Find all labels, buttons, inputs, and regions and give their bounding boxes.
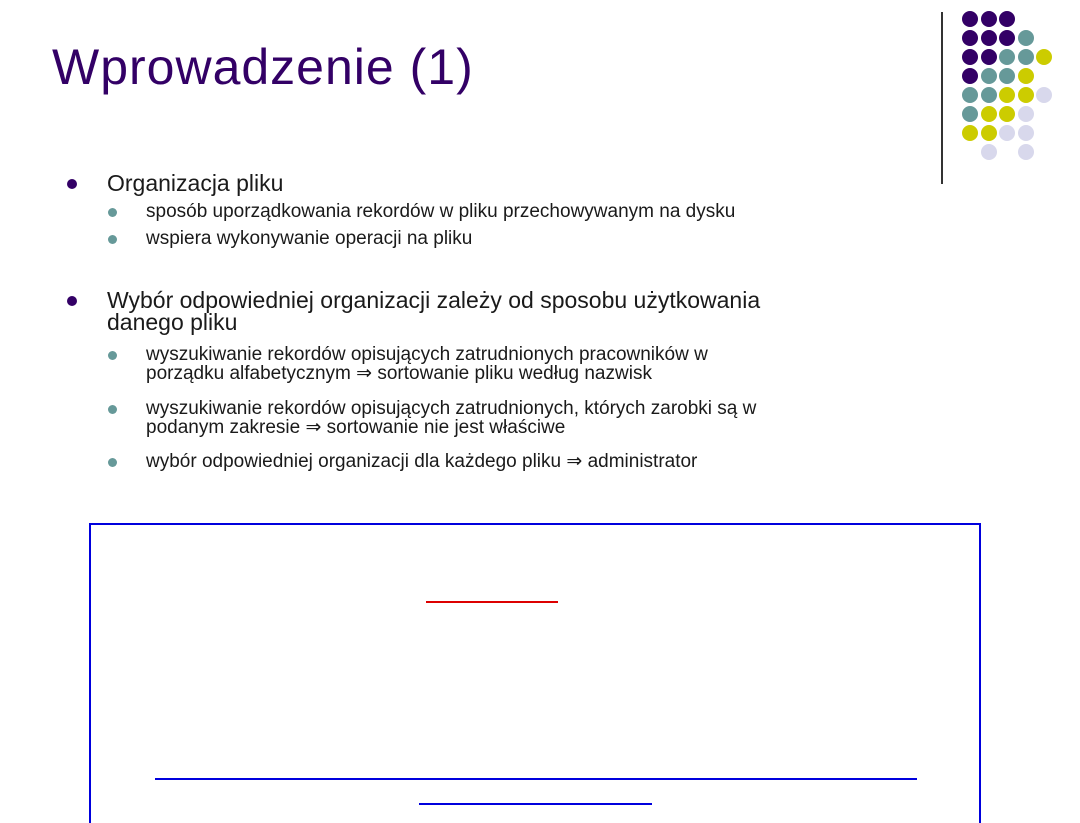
decorative-dot-icon — [999, 49, 1015, 65]
decorative-dot-icon — [1018, 87, 1034, 103]
bullet-2-sub-2-line-2: podanym zakresie ⇒ sortowanie nie jest właściwe — [146, 417, 566, 438]
blue-underline-1 — [155, 778, 917, 780]
decorative-dot-icon — [1036, 49, 1052, 65]
decorative-dot-icon — [962, 87, 978, 103]
decorative-dot-icon — [981, 11, 997, 27]
decorative-divider — [941, 12, 943, 184]
bullet-2-sub-1-line-2: porządku alfabetycznym ⇒ sortowanie pliku według nazwisk — [146, 363, 652, 384]
bullet-icon — [67, 296, 77, 306]
decorative-dot-icon — [999, 30, 1015, 46]
slide-title: Wprowadzenie (1) — [52, 39, 474, 95]
decorative-dot-icon — [999, 106, 1015, 122]
decorative-dot-icon — [962, 68, 978, 84]
bullet-2-sub-1-line-1: wyszukiwanie rekordów opisujących zatrudnionych pracowników w — [146, 344, 708, 365]
decorative-dot-icon — [999, 125, 1015, 141]
bullet-1-text: Organizacja pliku — [107, 170, 284, 196]
decorative-dot-icon — [1036, 87, 1052, 103]
bullet-icon — [67, 179, 77, 189]
decorative-dot-icon — [981, 87, 997, 103]
decorative-dot-icon — [999, 87, 1015, 103]
sub-bullet-icon — [108, 235, 117, 244]
decorative-dot-icon — [1018, 68, 1034, 84]
decorative-dot-icon — [981, 30, 997, 46]
sub-bullet-icon — [108, 458, 117, 467]
decorative-dot-icon — [999, 68, 1015, 84]
decorative-dot-icon — [1018, 144, 1034, 160]
decorative-dot-icon — [981, 144, 997, 160]
bullet-2-sub-3: wybór odpowiedniej organizacji dla każdego pliku ⇒ administrator — [146, 451, 698, 472]
decorative-dot-icon — [1018, 125, 1034, 141]
sub-bullet-icon — [108, 405, 117, 414]
bullet-2-line-2: danego pliku — [107, 309, 238, 335]
decorative-dot-icon — [981, 125, 997, 141]
blue-underline-2 — [419, 803, 652, 805]
decorative-dot-icon — [981, 68, 997, 84]
decorative-dot-icon — [981, 106, 997, 122]
bullet-1-sub-1: sposób uporządkowania rekordów w pliku przechowywanym na dysku — [146, 201, 736, 222]
decorative-dot-icon — [962, 11, 978, 27]
decorative-dot-icon — [1018, 30, 1034, 46]
decorative-dot-icon — [999, 11, 1015, 27]
bullet-1-sub-2: wspiera wykonywanie operacji na pliku — [146, 228, 473, 249]
decorative-dot-icon — [962, 125, 978, 141]
bullet-2-line-1: Wybór odpowiedniej organizacji zależy od sposobu użytkowania — [107, 287, 761, 313]
sub-bullet-icon — [108, 351, 117, 360]
decorative-dot-icon — [962, 106, 978, 122]
red-underline — [426, 601, 558, 603]
decorative-dot-icon — [1018, 49, 1034, 65]
decorative-dot-icon — [962, 30, 978, 46]
decorative-dot-icon — [962, 49, 978, 65]
bullet-2-sub-2-line-1: wyszukiwanie rekordów opisujących zatrudnionych, których zarobki są w — [146, 398, 757, 419]
sub-bullet-icon — [108, 208, 117, 217]
decorative-dot-icon — [1018, 106, 1034, 122]
decorative-dot-icon — [981, 49, 997, 65]
